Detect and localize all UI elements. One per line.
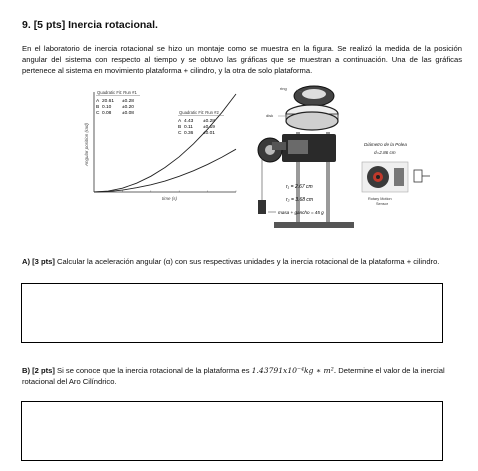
fit-run1-row-a-value: 20.61: [102, 99, 115, 104]
fit-run2-row-b-key: B: [178, 125, 182, 130]
intro-paragraph: En el laboratorio de inercia rotacional se hizo un montaje como se muestra en la figura. Se realizó la medida de la posición angular del sistema con respecto al tiempo y se obtuvo las gráficas que se muestran a continuación. Una de las gráficas pertenece al sistema en movimiento plataforma + cilindro, y la otra de solo plataforma.: [22, 44, 462, 75]
part-b-label: B) [2 pts]: [22, 366, 55, 375]
fit-run2-row-a-value: 4.43: [184, 119, 194, 124]
question-number: 9.: [22, 19, 31, 31]
part-b-question: [22, 365, 470, 387]
fit-run1-row-a-key: A: [96, 99, 100, 104]
label-polea-value: d=2.86 cm: [374, 150, 396, 155]
part-b-text-before: Si se conoce que la inercia rotacional de la plataforma es: [57, 366, 250, 375]
label-r2: r₂ = 3.68 cm: [286, 197, 314, 203]
question-heading: Inercia rotacional.: [68, 19, 158, 31]
part-a-text: Calcular la aceleración angular (α) con sus respectivas unidades y la inercia rotacional de la plataforma + cilindro.: [57, 257, 440, 266]
label-disk: disk: [266, 113, 274, 118]
fit-run2-row-a-key: A: [178, 119, 182, 124]
chart-y-label: Angular position (rad): [84, 122, 89, 166]
fit-run2-row-c-key: C: [178, 131, 182, 136]
label-sensor-line2: Sensor: [376, 202, 389, 206]
base-plate: [274, 222, 354, 228]
fit-run2-row-b-error: ±0.19: [203, 125, 215, 130]
part-a-question: [22, 256, 470, 267]
chart-series-line-run1: [94, 94, 236, 192]
part-b-value: 1.43791x10⁻⁴kg ∗ m².: [251, 366, 337, 375]
answer-box-a[interactable]: [21, 283, 443, 343]
fit-run2-row-a-error: ±0.28: [203, 119, 215, 124]
fit-run2-row-c-error: ±0.01: [203, 131, 215, 136]
question-title: [22, 19, 158, 31]
fit-run1-row-c-error: ±0.08: [122, 111, 134, 116]
chart-series-line-run2: [94, 149, 236, 192]
answer-box-b[interactable]: [21, 401, 443, 461]
part-b-text-after: Determine el valor de la inercial rotacional del Aro Cilíndrico.: [22, 366, 445, 386]
fit-box-run2: [178, 110, 224, 136]
label-ring: ring: [280, 86, 287, 91]
fit-run1-row-b-value: 0.10: [102, 105, 112, 110]
fit-run1-row-a-error: ±0.28: [122, 99, 134, 104]
label-sensor-line1: Rotary Motion: [368, 197, 392, 201]
fit-run2-row-b-value: 0.11: [184, 125, 193, 130]
angular-position-chart: [82, 88, 240, 206]
rotary-motion-sensor-icon: [362, 162, 430, 192]
fit-box-run1: [96, 90, 140, 116]
fit-run1-row-c-key: C: [96, 111, 100, 116]
question-points: [5 pts]: [33, 19, 66, 31]
fit-run1-row-c-value: 0.08: [102, 111, 112, 116]
fit-run1-header: Quadratic Fit: Run #1: [97, 90, 137, 95]
part-a-label: A) [3 pts]: [22, 257, 55, 266]
chart-x-label: time (s): [162, 196, 177, 201]
fit-run1-row-b-error: ±0.20: [122, 105, 134, 110]
label-polea-title: Diámetro de la Polea: [364, 142, 407, 147]
apparatus-figure: [244, 82, 454, 232]
label-mass: masa + gancho = 45 g: [278, 210, 324, 215]
label-r1: r₁ = 2.67 cm: [286, 184, 313, 190]
fit-run2-row-c-value: 0.36: [184, 131, 194, 136]
fit-run1-row-b-key: B: [96, 105, 100, 110]
hanging-mass-icon: [258, 200, 266, 214]
fit-run2-header: Quadratic Fit: Run #2: [179, 110, 219, 115]
